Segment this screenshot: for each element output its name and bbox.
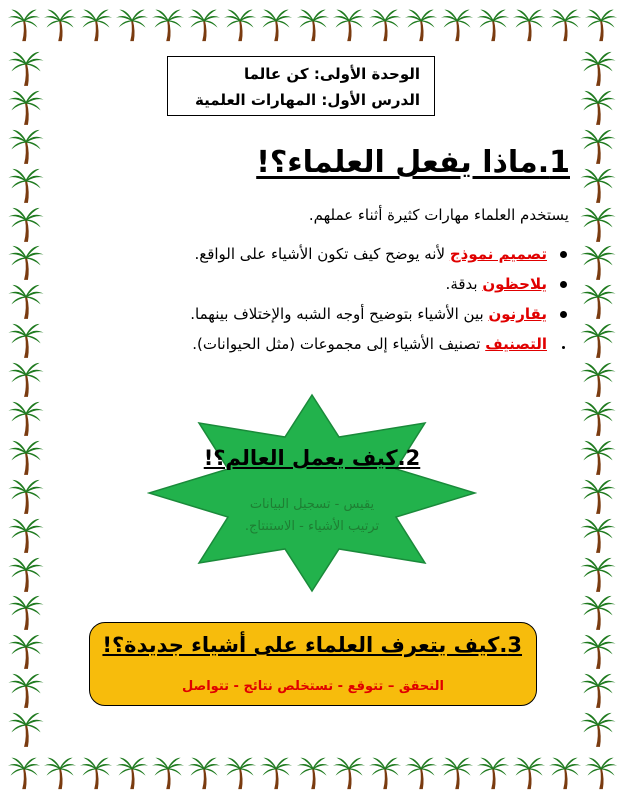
lesson-title: الدرس الأول: المهارات العلمية xyxy=(195,91,420,109)
palm-tree-icon xyxy=(578,398,618,437)
palm-tree-icon xyxy=(78,4,114,44)
list-item xyxy=(89,332,569,362)
palm-tree-icon xyxy=(367,752,403,792)
palm-tree-icon xyxy=(331,4,367,44)
bullet-icon xyxy=(560,311,567,318)
palm-border-left xyxy=(6,48,46,748)
skill-keyword: يقارنون xyxy=(488,305,547,323)
palm-border-bottom xyxy=(6,752,619,792)
palm-tree-icon xyxy=(547,752,583,792)
section1-intro: يستخدم العلماء مهارات كثيرة أثناء عملهم. xyxy=(308,206,569,224)
palm-tree-icon xyxy=(578,48,618,87)
section3-box xyxy=(89,622,537,706)
unit-title: الوحدة الأولى: كن عالما xyxy=(243,65,420,83)
bullet-icon xyxy=(560,251,567,258)
section1-heading: 1.ماذا يفعل العلماء؟! xyxy=(256,145,570,180)
section2-text xyxy=(147,494,477,538)
palm-tree-icon xyxy=(511,4,547,44)
palm-tree-icon xyxy=(150,752,186,792)
palm-tree-icon xyxy=(583,752,619,792)
skill-description: بدقة. xyxy=(445,275,483,293)
palm-tree-icon xyxy=(439,752,475,792)
palm-tree-icon xyxy=(583,4,619,44)
palm-tree-icon xyxy=(578,165,618,204)
skill-keyword: يلاحظون xyxy=(482,275,547,293)
palm-tree-icon xyxy=(222,752,258,792)
skill-description: لأنه يوضح كيف تكون الأشياء على الواقع. xyxy=(194,245,450,263)
palm-tree-icon xyxy=(114,752,150,792)
palm-tree-icon xyxy=(6,592,46,631)
palm-tree-icon xyxy=(186,4,222,44)
skill-keyword: تصميم نموذج xyxy=(449,245,547,263)
section3-heading: 3.كيف يتعرف العلماء على أشياء جديدة؟! xyxy=(102,633,522,657)
palm-tree-icon xyxy=(222,4,258,44)
palm-tree-icon xyxy=(6,476,46,515)
palm-tree-icon xyxy=(578,631,618,670)
palm-tree-icon xyxy=(367,4,403,44)
list-item xyxy=(89,302,569,332)
palm-tree-icon xyxy=(295,4,331,44)
palm-tree-icon xyxy=(6,515,46,554)
skill-description: بين الأشياء بتوضيح أوجه الشبه والإختلاف بينهما. xyxy=(190,305,489,323)
palm-tree-icon xyxy=(439,4,475,44)
palm-tree-icon xyxy=(403,4,439,44)
palm-tree-icon xyxy=(578,204,618,243)
palm-tree-icon xyxy=(6,631,46,670)
palm-tree-icon xyxy=(6,48,46,87)
palm-tree-icon xyxy=(78,752,114,792)
palm-tree-icon xyxy=(42,752,78,792)
green-star-shape xyxy=(147,393,477,593)
palm-tree-icon xyxy=(475,752,511,792)
star-polygon xyxy=(149,395,475,591)
palm-tree-icon xyxy=(578,359,618,398)
bullet-icon xyxy=(560,281,567,288)
palm-tree-icon xyxy=(331,752,367,792)
bullet-icon xyxy=(562,346,565,349)
palm-tree-icon xyxy=(578,554,618,593)
palm-tree-icon xyxy=(578,320,618,359)
palm-tree-icon xyxy=(578,476,618,515)
palm-tree-icon xyxy=(6,242,46,281)
palm-tree-icon xyxy=(6,752,42,792)
palm-tree-icon xyxy=(6,4,42,44)
palm-tree-icon xyxy=(150,4,186,44)
palm-tree-icon xyxy=(6,87,46,126)
list-item xyxy=(89,242,569,272)
palm-tree-icon xyxy=(403,752,439,792)
palm-tree-icon xyxy=(547,4,583,44)
palm-tree-icon xyxy=(578,437,618,476)
palm-tree-icon xyxy=(6,281,46,320)
palm-tree-icon xyxy=(6,709,46,748)
palm-tree-icon xyxy=(578,281,618,320)
skill-description: تصنيف الأشياء إلى مجموعات (مثل الحيوانات). xyxy=(192,335,486,353)
palm-tree-icon xyxy=(578,709,618,748)
palm-border-top xyxy=(6,4,619,44)
palm-tree-icon xyxy=(6,670,46,709)
palm-tree-icon xyxy=(186,752,222,792)
palm-tree-icon xyxy=(6,204,46,243)
palm-tree-icon xyxy=(258,4,294,44)
section2-line1: يقيس - تسجيل البيانات xyxy=(249,497,375,512)
palm-tree-icon xyxy=(6,398,46,437)
palm-tree-icon xyxy=(258,752,294,792)
skills-list xyxy=(89,242,569,362)
section3-text: التحقق – تتوقع - تستخلص نتائج - تتواصل xyxy=(182,679,444,694)
palm-tree-icon xyxy=(6,165,46,204)
palm-tree-icon xyxy=(578,670,618,709)
palm-tree-icon xyxy=(578,242,618,281)
palm-tree-icon xyxy=(6,554,46,593)
section2-heading: 2.كيف يعمل العالم؟! xyxy=(203,446,421,470)
palm-tree-icon xyxy=(6,320,46,359)
palm-tree-icon xyxy=(578,592,618,631)
skill-keyword: التصنيف xyxy=(485,335,547,353)
palm-tree-icon xyxy=(578,515,618,554)
palm-border-right xyxy=(578,48,618,748)
palm-tree-icon xyxy=(42,4,78,44)
palm-tree-icon xyxy=(475,4,511,44)
palm-tree-icon xyxy=(578,126,618,165)
lesson-title-box xyxy=(167,56,435,116)
palm-tree-icon xyxy=(6,359,46,398)
palm-tree-icon xyxy=(6,437,46,476)
list-item xyxy=(89,272,569,302)
section2-line2: ترتيب الأشياء - الاستنتاج. xyxy=(244,519,380,534)
palm-tree-icon xyxy=(6,126,46,165)
palm-tree-icon xyxy=(114,4,150,44)
palm-tree-icon xyxy=(295,752,331,792)
palm-tree-icon xyxy=(578,87,618,126)
palm-tree-icon xyxy=(511,752,547,792)
